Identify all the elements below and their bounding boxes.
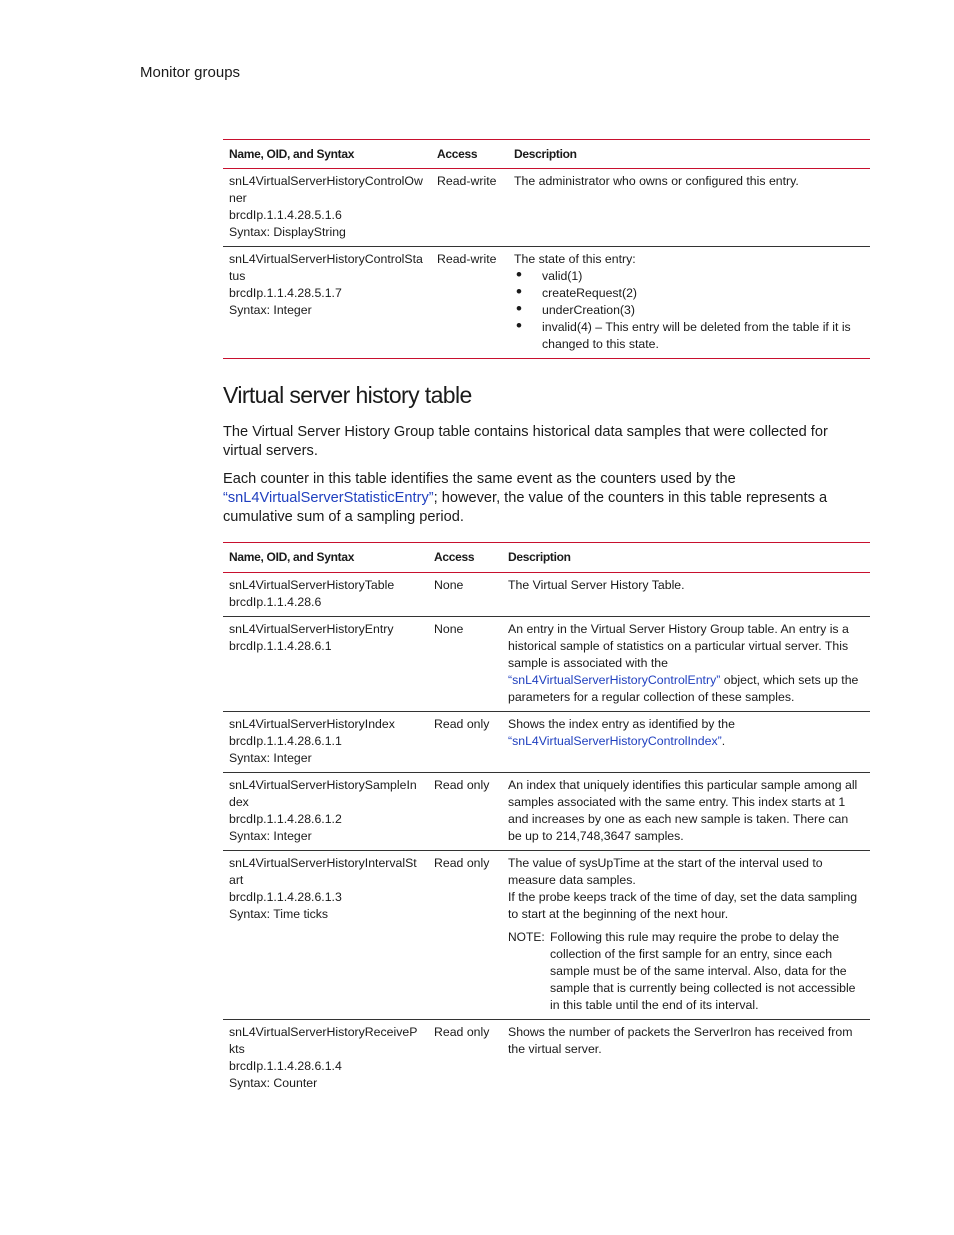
object-syntax: Syntax: Counter <box>229 1076 318 1090</box>
object-access: Read only <box>434 717 490 731</box>
table-header-row <box>223 140 870 169</box>
object-oid: brcdIp.1.1.4.28.6.1.2 <box>229 812 342 826</box>
note-block <box>508 929 864 1014</box>
object-description-extra: If the probe keeps track of the time of day, set the data sampling to start at the beginning of the next hour. <box>508 890 858 921</box>
object-oid: brcdIp.1.1.4.28.6.1 <box>229 639 332 653</box>
object-access: None <box>434 578 464 592</box>
object-oid: brcdIp.1.1.4.28.6.1.1 <box>229 734 342 748</box>
col-header-access: Access <box>437 146 478 161</box>
object-description: An index that uniquely identifies this particular sample among all samples associated with the same entry. This index starts at 1 and increases by one as each new sample is taken. There can be up to 214,748,3647 samples. <box>508 778 858 843</box>
description-text: Shows the index entry as identified by the <box>508 717 735 731</box>
object-name: snL4VirtualServerHistoryIndex <box>229 717 395 731</box>
table-row <box>223 169 870 247</box>
description-text: object, which sets up the parameters for a regular collection of these samples. <box>508 673 859 704</box>
object-description <box>502 617 870 712</box>
object-syntax: Syntax: Time ticks <box>229 907 329 921</box>
table-row <box>223 851 870 1020</box>
section-title: Virtual server history table <box>223 382 472 408</box>
col-header-description: Description <box>508 550 571 564</box>
object-description: The administrator who owns or configured this entry. <box>514 174 799 188</box>
state-list <box>514 268 864 353</box>
control-entry-link[interactable]: “snL4VirtualServerHistoryControlEntry” <box>508 673 721 687</box>
control-table <box>223 139 870 359</box>
paragraph-text: Each counter in this table identifies the same event as the counters used by the <box>223 471 736 487</box>
object-access: Read only <box>434 856 490 870</box>
note-text: Following this rule may require the probe to delay the collection of the first sample for an entry, since each sample must be of the same interval. Also, data for the sample that is currently being collected is not accessible in this table until the end of its interval. <box>550 930 856 1012</box>
col-header-name: Name, OID, and Syntax <box>229 550 355 564</box>
object-name: snL4VirtualServerHistoryControlStatus <box>229 252 423 283</box>
table-row <box>223 247 870 359</box>
col-header-name: Name, OID, and Syntax <box>229 146 355 161</box>
statistic-entry-link[interactable]: “snL4VirtualServerStatisticEntry” <box>223 490 434 506</box>
object-name: snL4VirtualServerHistoryIntervalStart <box>229 856 417 887</box>
counter-paragraph <box>223 470 853 527</box>
object-oid: brcdIp.1.1.4.28.6 <box>229 595 322 609</box>
table-row <box>223 1020 870 1098</box>
table-row <box>223 573 870 617</box>
description-text: . <box>721 734 726 748</box>
object-name: snL4VirtualServerHistorySampleIndex <box>229 778 417 809</box>
object-syntax: Syntax: Integer <box>229 829 312 843</box>
object-name: snL4VirtualServerHistoryEntry <box>229 622 394 636</box>
object-name: snL4VirtualServerHistoryTable <box>229 578 395 592</box>
object-description: The value of sysUpTime at the start of the interval used to measure data samples. <box>508 856 823 887</box>
control-index-link[interactable]: “snL4VirtualServerHistoryControlIndex” <box>508 734 722 748</box>
object-name: snL4VirtualServerHistoryControlOwner <box>229 174 423 205</box>
list-item: • invalid(4) – This entry will be deleted from the table if it is changed to this state. <box>514 319 864 353</box>
table-row <box>223 712 870 773</box>
table-row <box>223 617 870 712</box>
list-item: • createRequest(2) <box>514 285 864 302</box>
note-label: NOTE: <box>508 930 545 944</box>
intro-paragraph: The Virtual Server History Group table contains historical data samples that were collected for virtual servers. <box>223 424 828 459</box>
object-oid: brcdIp.1.1.4.28.5.1.7 <box>229 286 342 300</box>
object-description: Shows the number of packets the ServerIron has received from the virtual server. <box>508 1025 853 1056</box>
paragraph-text: ; however, the value of the counters in this table represents a cumulative sum of a sampling period. <box>223 490 828 525</box>
object-description: The Virtual Server History Table. <box>508 578 685 592</box>
object-access: Read only <box>434 778 490 792</box>
object-syntax: Syntax: Integer <box>229 751 312 765</box>
object-access: None <box>434 622 464 636</box>
object-access: Read-write <box>437 174 497 188</box>
description-text: An entry in the Virtual Server History Group table. An entry is a historical sample of statistics on a particular virtual server. This sample is associated with the <box>508 622 849 670</box>
col-header-access: Access <box>434 550 475 564</box>
object-access: Read only <box>434 1025 490 1039</box>
object-name: snL4VirtualServerHistoryReceivePkts <box>229 1025 418 1056</box>
table-header-row <box>223 543 870 573</box>
object-syntax: Syntax: Integer <box>229 303 312 317</box>
object-syntax: Syntax: DisplayString <box>229 225 346 239</box>
history-table <box>223 542 870 1097</box>
table-row <box>223 773 870 851</box>
page-header-section: Monitor groups <box>140 64 241 81</box>
object-oid: brcdIp.1.1.4.28.5.1.6 <box>229 208 342 222</box>
object-oid: brcdIp.1.1.4.28.6.1.3 <box>229 890 342 904</box>
object-description: The state of this entry: <box>514 252 636 266</box>
col-header-description: Description <box>514 146 577 161</box>
list-item: • valid(1) <box>514 268 864 285</box>
list-item: • underCreation(3) <box>514 302 864 319</box>
object-access: Read-write <box>437 252 497 266</box>
object-oid: brcdIp.1.1.4.28.6.1.4 <box>229 1059 342 1073</box>
object-description <box>502 712 870 773</box>
